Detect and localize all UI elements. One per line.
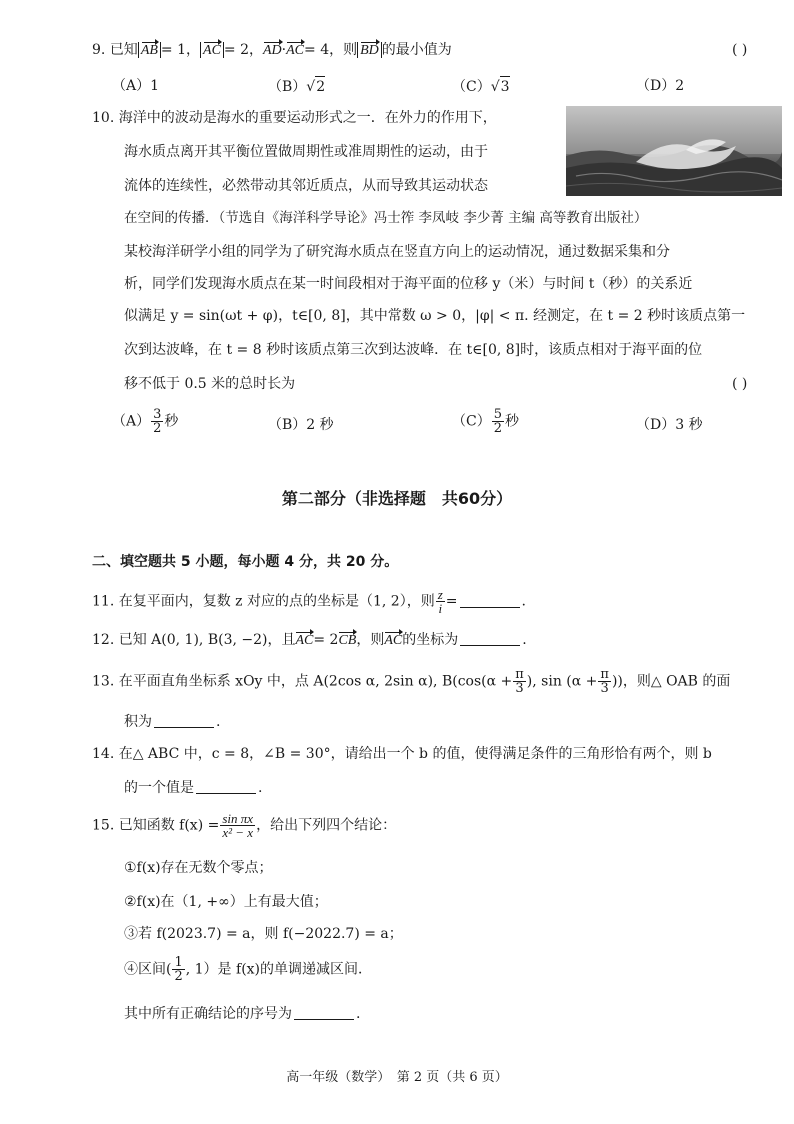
- q10-citation: 在空间的传播．（节选自《海洋科学导论》冯士筰 李凤岐 李少菁 主编 高等教育出版社）: [124, 210, 648, 226]
- q10-answer-paren: ( ): [732, 376, 748, 392]
- q12-answer-blank[interactable]: [460, 645, 520, 646]
- section-2-heading: 二、填空题共 5 小题，每小题 4 分，共 20 分。: [92, 554, 399, 570]
- q10-line-2: 海水质点离开其平衡位置做周期性或准周期性的运动，由于: [124, 144, 488, 160]
- q10-option-d: （D）3 秒: [636, 417, 703, 433]
- ocean-wave-illustration: [566, 106, 782, 196]
- q13-line-2: 积为 .: [124, 714, 221, 730]
- q11-number: 11.: [92, 593, 115, 610]
- q14-number: 14.: [92, 746, 115, 762]
- q9-answer-paren: ( ): [732, 42, 748, 58]
- q12-stem: 12. 已知 A(0, 1), B(3, −2)，且AC= 2CB，则AC的坐标为 .: [92, 630, 527, 651]
- q10-line-6: 析，同学们发现海水质点在某一时间段相对于海平面的位移 y（米）与时间 t（秒）的关系近: [124, 276, 693, 292]
- q15-conclusion-4: ④区间( $\frac{1}{2}$ , 1）是 f(x)的单调递减区间．: [124, 955, 373, 984]
- q11-answer-blank[interactable]: [460, 607, 520, 608]
- q10-line-3: 流体的连续性，必然带动其邻近质点，从而导致其运动状态: [124, 178, 488, 194]
- q14-line-1: 14. 在△ ABC 中，c = 8，∠B = 30°，请给出一个 b 的值，使得满足条件的三角形恰有两个，则 b: [92, 746, 712, 762]
- q9-stem: 9. 已知 AB = 1， AC = 2，AD·AC= 4，则 BD 的最小值为: [92, 40, 452, 61]
- q9-option-c: （C）√3: [452, 76, 510, 97]
- q10-line-7: 似满足 y = sin(ωt + φ)，t∈[0, 8]，其中常数 ω > 0，|φ| < π. 经测定，在 t = 2 秒时该质点第一: [124, 308, 746, 324]
- q15-conclusion-1: ①f(x)存在无数个零点；: [124, 860, 273, 876]
- q11-stem: 11. 在复平面内，复数 z 对应的点的坐标是（1, 2），则 $\frac{z}{i}$ = .: [92, 587, 526, 616]
- q10-line-1: 10. 海洋中的波动是海水的重要运动形式之一．在外力的作用下，: [92, 110, 497, 126]
- q15-answer-blank[interactable]: [294, 1019, 354, 1020]
- q15-number: 15.: [92, 817, 115, 834]
- q9-option-d: （D）2: [636, 78, 685, 94]
- q13-line-1: 13. 在平面直角坐标系 xOy 中，点 A(2cos α, 2sin α), B(cos(α + $\frac{\pi}{3}$ ), sin (α + $\frac{\pi}{3}$ ))，则△ OAB 的面: [92, 667, 731, 696]
- q9-number: 9.: [92, 42, 106, 58]
- q10-number: 10.: [92, 110, 115, 126]
- q12-number: 12.: [92, 632, 115, 648]
- q13-answer-blank[interactable]: [154, 727, 214, 728]
- ocean-wave-photo: [566, 106, 782, 196]
- q14-answer-blank[interactable]: [196, 793, 256, 794]
- q10-line-8: 次到达波峰，在 t = 8 秒时该质点第三次到达波峰．在 t∈[0, 8]时，该质点相对于海平面的位: [124, 342, 703, 358]
- q13-number: 13.: [92, 673, 115, 690]
- q15-stem: 15. 已知函数 f(x) = $\frac{\text{sin πx}}{\text{x² − x}}$ ，给出下列四个结论：: [92, 811, 397, 840]
- q10-line-9: 移不低于 0.5 米的总时长为: [124, 376, 296, 392]
- q9-option-b: （B）√2: [268, 76, 325, 97]
- q10-line-5: 某校海洋研学小组的同学为了研究海水质点在竖直方向上的运动情况，通过数据采集和分: [124, 244, 670, 260]
- q15-conclusion-2: ②f(x)在（1, +∞）上有最大值；: [124, 894, 328, 910]
- q10-option-c: （C） $\frac{5}{2}$ 秒: [452, 407, 519, 436]
- q9-option-a: （A）1: [112, 78, 160, 94]
- part2-title: 第二部分（非选择题 共60分）: [281, 489, 513, 508]
- q10-option-a: （A） $\frac{3}{2}$ 秒: [112, 407, 179, 436]
- q15-question: 其中所有正确结论的序号为 .: [124, 1006, 361, 1022]
- q15-conclusion-3: ③若 f(2023.7) = a，则 f(−2022.7) = a；: [124, 926, 403, 942]
- q10-option-b: （B）2 秒: [268, 417, 334, 433]
- page-footer: 高一年级（数学） 第 2 页（共 6 页）: [286, 1070, 508, 1085]
- q14-line-2: 的一个值是 .: [124, 780, 263, 796]
